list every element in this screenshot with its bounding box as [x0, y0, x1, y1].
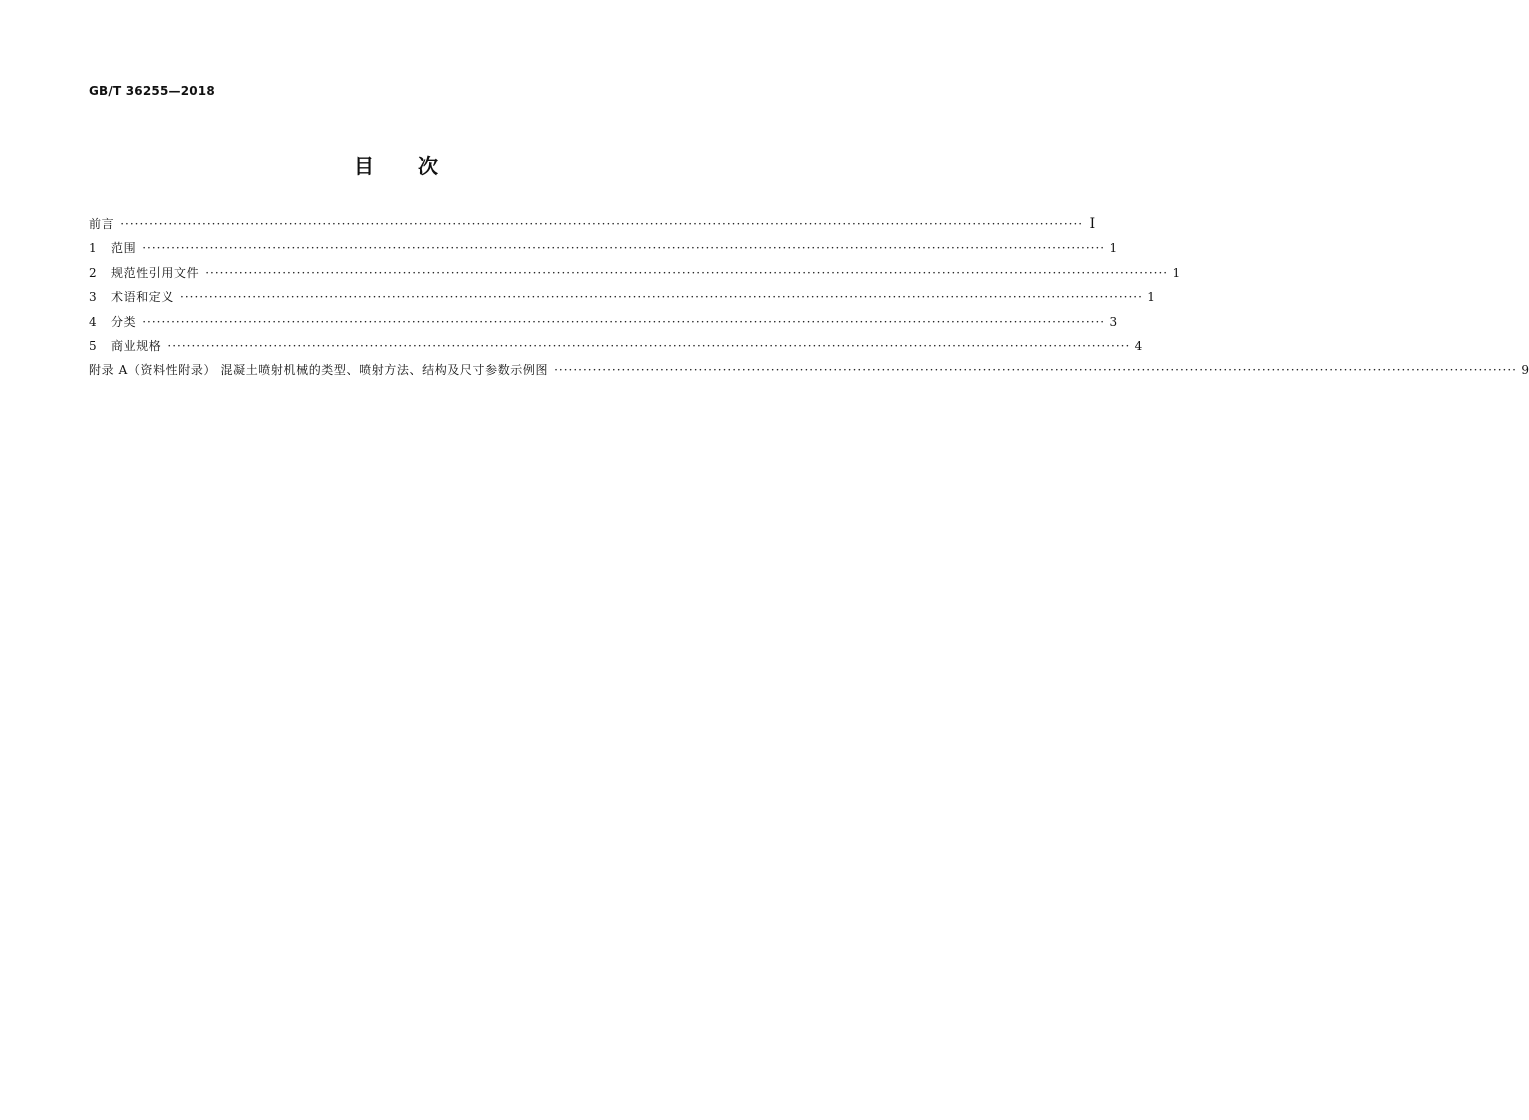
- toc-entry-label: 前言: [89, 217, 115, 231]
- toc-leader-dots: ········································································································································································································: [142, 241, 1106, 256]
- toc-entry-terms-definitions[interactable]: [89, 288, 1155, 312]
- table-of-contents: [89, 215, 1529, 386]
- toc-entry-foreword[interactable]: [89, 215, 1096, 239]
- toc-entry-number: 4: [89, 314, 97, 329]
- toc-entry-number: 5: [89, 338, 97, 353]
- toc-entry-page: 9: [1521, 363, 1529, 378]
- toc-entry-label: 规范性引用文件: [111, 265, 200, 280]
- toc-leader-dots: ········································································································································································································: [180, 290, 1143, 305]
- page-title: [0, 150, 792, 179]
- toc-entry-number: 1: [89, 241, 97, 256]
- toc-entry-page: 1: [1147, 290, 1155, 305]
- toc-entry-commercial-specs[interactable]: [89, 337, 1143, 361]
- toc-entry-label: 范围: [111, 241, 137, 256]
- toc-entry-page: Ⅰ: [1089, 216, 1096, 232]
- toc-entry-page: 1: [1172, 265, 1181, 280]
- toc-leader-dots: ········································································································································································································: [554, 363, 1517, 378]
- toc-entry-appendix-a[interactable]: [89, 361, 1529, 385]
- toc-leader-dots: ········································································································································································································: [120, 217, 1084, 231]
- toc-entry-number: 3: [89, 290, 97, 305]
- toc-entry-label: 商业规格: [111, 338, 162, 353]
- toc-entry-page: 3: [1109, 314, 1118, 329]
- page-title-part2: 次: [418, 154, 438, 178]
- toc-entry-scope[interactable]: [89, 239, 1118, 263]
- toc-entry-page: 4: [1134, 338, 1143, 353]
- toc-entry-page: 1: [1109, 241, 1118, 256]
- toc-entry-label: 术语和定义: [111, 290, 175, 305]
- toc-entry-label: 附录 A（资料性附录） 混凝土喷射机械的类型、喷射方法、结构及尺寸参数示例图: [89, 363, 549, 378]
- toc-leader-dots: ········································································································································································································: [142, 314, 1106, 329]
- toc-leader-dots: ········································································································································································································: [205, 265, 1169, 280]
- toc-entry-label: 分类: [111, 314, 137, 329]
- toc-entry-normative-references[interactable]: [89, 264, 1181, 288]
- toc-entry-classification[interactable]: [89, 313, 1118, 337]
- toc-leader-dots: ········································································································································································································: [167, 338, 1131, 353]
- toc-entry-number: 2: [89, 265, 97, 280]
- page-title-part1: 目: [354, 154, 374, 178]
- standard-code: GB/T 36255—2018: [89, 84, 215, 98]
